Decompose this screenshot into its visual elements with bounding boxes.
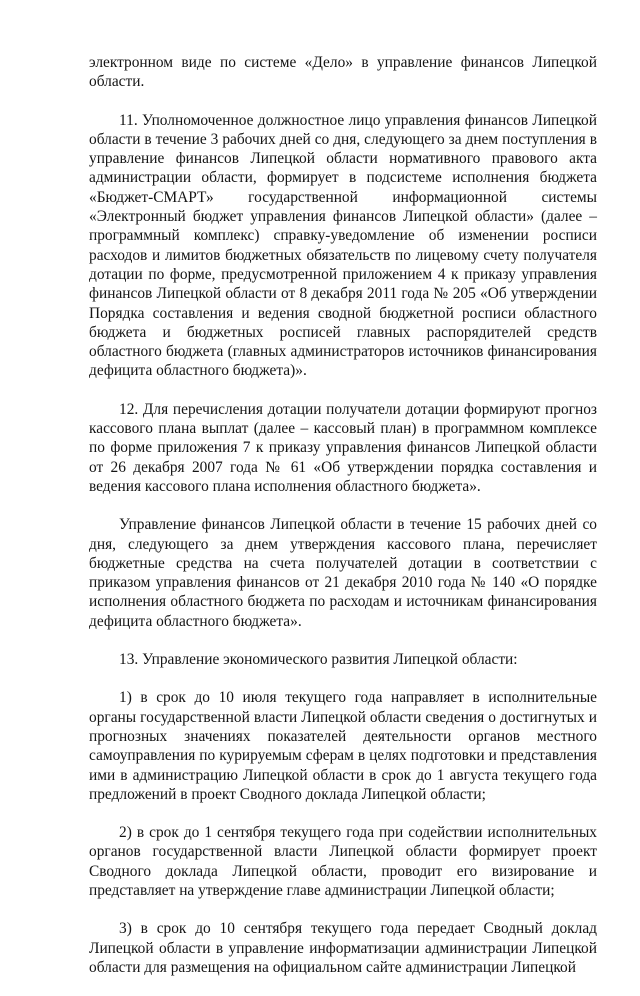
- paragraph-transfer: Управление финансов Липецкой области в течение 15 рабочих дней со дня, следующего за днем утверждения кассового плана, перечисляет бюджетные средства на счета получателей дотации в соответствии с приказом управления финансов от 21 декабря 2010 года № 140 «О порядке исполнения областного бюджета по расходам и источникам финансирования дефицита областного бюджета».: [89, 516, 597, 630]
- paragraph-item-11: 11. Уполномоченное должностное лицо управления финансов Липецкой области в течение 3 рабочих дней со дня, следующего за днем поступления в управление финансов Липецкой области нормативного правового акта администрации области, формирует в подсистеме исполнения бюджета «Бюджет-СМАРТ» государственной информационной системы «Электронный бюджет управления финансов Липецкой области» (далее – программный комплекс) справку-уведомление об изменении росписи расходов и лимитов бюджетных обязательств по лицевому счету получателя дотации по форме, предусмотренной приложением 4 к приказу управления финансов Липецкой области от 8 декабря 2011 года № 205 «Об утверждении Порядка составления и ведения сводной бюджетной росписи областного бюджета и бюджетных росписей главных распорядителей средств областного бюджета (главных администраторов источников финансирования дефицита областного бюджета)».: [89, 111, 597, 380]
- document-page: [89, 53, 597, 996]
- paragraph-subitem-3: 3) в срок до 10 сентября текущего года передает Сводный доклад Липецкой области в управление информатизации администрации Липецкой области для размещения на официальном сайте администрации Липецкой: [89, 920, 597, 976]
- paragraph-subitem-1: 1) в срок до 10 июля текущего года направляет в исполнительные органы государственной власти Липецкой области сведения о достигнутых и прогнозных значениях показателей деятельности органов местного самоуправления по курируемым сферам в целях подготовки и представления ими в администрацию Липецкой области в срок до 1 августа текущего года предложений в проект Сводного доклада Липецкой области;: [89, 689, 597, 803]
- paragraph-continuation: электронном виде по системе «Дело» в управление финансов Липецкой области.: [89, 54, 597, 91]
- paragraph-item-12: 12. Для перечисления дотации получатели дотации формируют прогноз кассового плана выплат (далее – кассовый план) в программном комплексе по форме приложения 7 к приказу управления финансов Липецкой области от 26 декабря 2007 года № 61 «Об утверждении порядка составления и ведения кассового плана исполнения областного бюджета».: [89, 400, 597, 495]
- paragraph-subitem-2: 2) в срок до 1 сентября текущего года при содействии исполнительных органов государственной власти Липецкой области формирует проект Сводного доклада Липецкой области, проводит его визирование и представляет на утверждение главе администрации Липецкой области;: [89, 824, 597, 899]
- paragraph-item-13: 13. Управление экономического развития Липецкой области:: [119, 651, 518, 669]
